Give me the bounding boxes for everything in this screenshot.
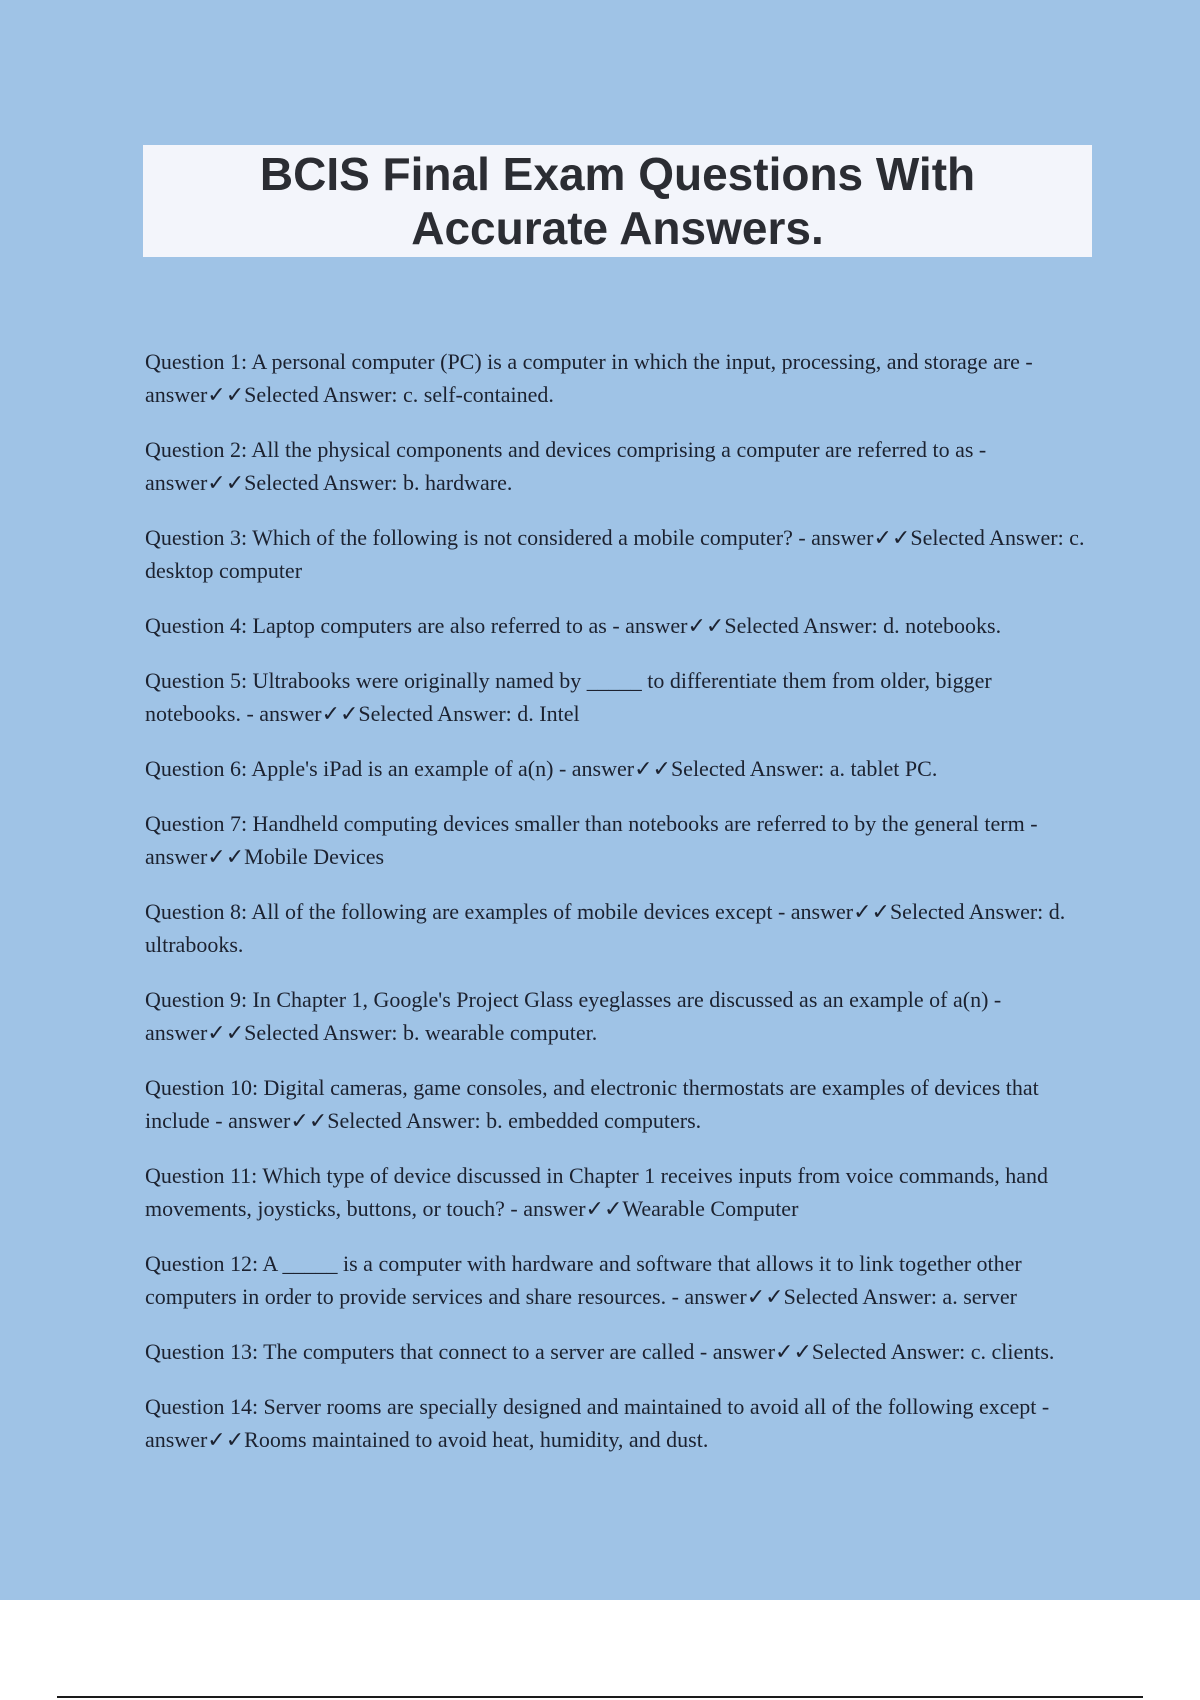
question-item: Question 11: Which type of device discussed in Chapter 1 receives inputs from voice commands, hand movements, joysticks, buttons, or touch? - answer✓✓Wearable Computer	[145, 1163, 1048, 1221]
question-item: Question 2: All the physical components and devices comprising a computer are referred to as - answer✓✓Selected Answer: b. hardware.	[145, 437, 987, 495]
footer-divider	[57, 1696, 1143, 1698]
question-item: Question 10: Digital cameras, game consoles, and electronic thermostats are examples of devices that include - answer✓✓Selected Answer: b. embedded computers.	[145, 1075, 1039, 1133]
question-item: Question 13: The computers that connect to a server are called - answer✓✓Selected Answer: c. clients.	[145, 1339, 1055, 1364]
question-item: Question 8: All of the following are examples of mobile devices except - answer✓✓Selected Answer: d. ultrabooks.	[145, 899, 1066, 957]
page-title-line-2: Accurate Answers.	[411, 202, 824, 254]
page-title-line-1: BCIS Final Exam Questions With	[259, 148, 976, 200]
question-item: Question 5: Ultrabooks were originally named by _____ to differentiate them from older, bigger notebooks. - answer✓✓Selected Answer: d. Intel	[145, 668, 992, 726]
question-item: Question 14: Server rooms are specially designed and maintained to avoid all of the following except - answer✓✓Rooms maintained to avoid heat, humidity, and dust.	[145, 1394, 1050, 1452]
question-item: Question 7: Handheld computing devices smaller than notebooks are referred to by the general term - answer✓✓Mobile Devices	[145, 811, 1038, 869]
question-list	[145, 345, 1090, 1469]
question-item: Question 9: In Chapter 1, Google's Project Glass eyeglasses are discussed as an example of a(n) - answer✓✓Selected Answer: b. wearable computer.	[145, 987, 1002, 1045]
title-box	[143, 145, 1092, 257]
question-item: Question 4: Laptop computers are also referred to as - answer✓✓Selected Answer: d. notebooks.	[145, 613, 1002, 638]
question-item: Question 3: Which of the following is not considered a mobile computer? - answer✓✓Selected Answer: c. desktop computer	[145, 525, 1085, 583]
question-item: Question 12: A _____ is a computer with hardware and software that allows it to link together other computers in order to provide services and share resources. - answer✓✓Selected Answer: a. server	[145, 1251, 1022, 1309]
question-item: Question 6: Apple's iPad is an example of a(n) - answer✓✓Selected Answer: a. tablet PC.	[145, 756, 938, 781]
question-item: Question 1: A personal computer (PC) is a computer in which the input, processing, and storage are - answer✓✓Selected Answer: c. self-contained.	[145, 349, 1033, 407]
